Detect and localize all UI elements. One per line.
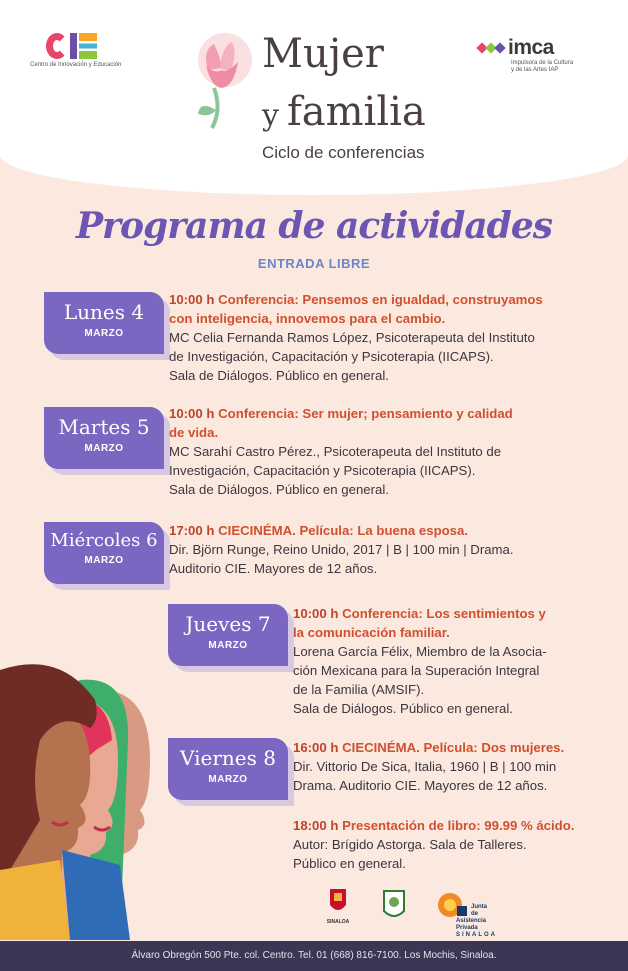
event-viernes-libro [293, 816, 574, 873]
event-viernes-pelicula [293, 738, 564, 795]
cie-subtitle: Centro de Innovación y Educación [30, 62, 122, 68]
imca-subtitle-1: Impulsora de la Cultura [511, 60, 574, 66]
subtitle: Ciclo de conferencias [262, 143, 425, 162]
event-detail: Dir. Vittorio De Sica, Italia, 1960 | B | 100 min [293, 759, 557, 774]
junta-icon [456, 904, 468, 918]
header-banner [0, 0, 628, 195]
event-detail: Lorena García Félix, Miembro de la Asocia- [293, 644, 547, 659]
day-badge-martes [44, 407, 164, 469]
sinaloa-label: SINALOA [326, 919, 350, 925]
event-time: 17:00 h [169, 523, 215, 538]
title-line-2 [262, 90, 426, 138]
event-martes [169, 404, 513, 499]
women-illustration [0, 650, 170, 940]
junta-label-2: de Asistencia [456, 911, 487, 924]
crest-icon [374, 887, 414, 925]
footer-address: Álvaro Obregón 500 Pte. col. Centro. Tel. 01 (668) 816-7100. Los Mochis, Sinaloa. [0, 941, 628, 971]
event-time: 18:00 h [293, 818, 339, 833]
imca-subtitle-2: y de las Artes IAP [511, 67, 559, 73]
month-label: MARZO [208, 774, 248, 785]
event-detail: Drama. Auditorio CIE. Mayores de 12 años. [293, 778, 548, 793]
title-familia: familia [286, 89, 426, 135]
imca-logo [478, 36, 598, 74]
event-miercoles [169, 521, 514, 578]
event-detail: MC Celia Fernanda Ramos López, Psicoterapeuta del Instituto [169, 330, 535, 345]
day-label: Martes 5 [58, 415, 150, 439]
month-label: MARZO [84, 555, 124, 566]
event-detail: Auditorio CIE. Mayores de 12 años. [169, 561, 378, 576]
imca-name: imca [508, 36, 554, 59]
cie-logo [30, 33, 150, 68]
month-label: MARZO [208, 640, 248, 651]
event-title-cont: de vida. [169, 425, 219, 440]
event-detail: Dir. Björn Runge, Reino Unido, 2017 | B | 100 min | Drama. [169, 542, 514, 557]
day-badge-miercoles [44, 522, 164, 584]
day-label: Viernes 8 [180, 746, 276, 770]
event-title: Presentación de libro: 99.99 % ácido. [342, 818, 575, 833]
day-label: Lunes 4 [63, 300, 145, 324]
event-detail: Sala de Diálogos. Público en general. [169, 368, 389, 383]
event-time: 16:00 h [293, 740, 339, 755]
event-time: 10:00 h [293, 606, 339, 621]
event-title: Conferencia: Los sentimientos y [342, 606, 546, 621]
day-badge-lunes [44, 292, 164, 354]
junta-asistencia-logo [456, 904, 497, 939]
event-detail: Sala de Diálogos. Público en general. [293, 701, 513, 716]
day-label: Miércoles 6 [50, 530, 158, 551]
imca-logo-mark [478, 36, 598, 60]
event-title: CIECINÉMA. Película: Dos mujeres. [342, 740, 565, 755]
junta-label-4: SINALOA [456, 932, 497, 938]
event-detail: Investigación, Capacitación y Psicoterapia (IICAPS). [169, 463, 476, 478]
day-label: Jueves 7 [185, 612, 271, 636]
event-title-cont: la comunicación familiar. [293, 625, 450, 640]
event-title: CIECINÉMA. Película: La buena esposa. [218, 523, 469, 538]
event-title-cont: con inteligencia, innovemos para el cambio. [169, 311, 446, 326]
event-detail: ción Mexicana para la Superación Integral [293, 663, 540, 678]
event-detail: Autor: Brígido Astorga. Sala de Talleres. [293, 837, 527, 852]
event-detail: de la Familia (AMSIF). [293, 682, 425, 697]
day-badge-viernes [168, 738, 288, 800]
event-time: 10:00 h [169, 292, 215, 307]
junta-label-3: Privada [456, 925, 478, 931]
free-entry-label: ENTRADA LIBRE [257, 256, 371, 271]
event-detail: Sala de Diálogos. Público en general. [169, 482, 389, 497]
event-title: Conferencia: Pensemos en igualdad, construyamos [218, 292, 543, 307]
month-label: MARZO [84, 328, 124, 339]
event-detail: de Investigación, Capacitación y Psicoterapia (IICAPS). [169, 349, 494, 364]
event-time: 10:00 h [169, 406, 215, 421]
sinaloa-government-logo [318, 887, 358, 925]
month-label: MARZO [84, 443, 124, 454]
day-badge-jueves [168, 604, 288, 666]
event-lunes [169, 290, 543, 385]
event-title: Conferencia: Ser mujer; pensamiento y calidad [218, 406, 513, 421]
tulip-icon [192, 30, 262, 135]
title-line-1: Mujer [262, 31, 384, 77]
title-y: y [262, 98, 279, 133]
junta-label-1: Junta [471, 904, 488, 910]
event-detail: MC Sarahí Castro Pérez., Psicoterapeuta del Instituto de [169, 444, 502, 459]
cie-logo-mark [46, 33, 150, 59]
municipal-logo [374, 887, 414, 925]
event-detail: Público en general. [293, 856, 406, 871]
event-jueves [293, 604, 547, 718]
program-heading: Programa de actividades [75, 205, 553, 247]
shield-icon [318, 887, 358, 917]
